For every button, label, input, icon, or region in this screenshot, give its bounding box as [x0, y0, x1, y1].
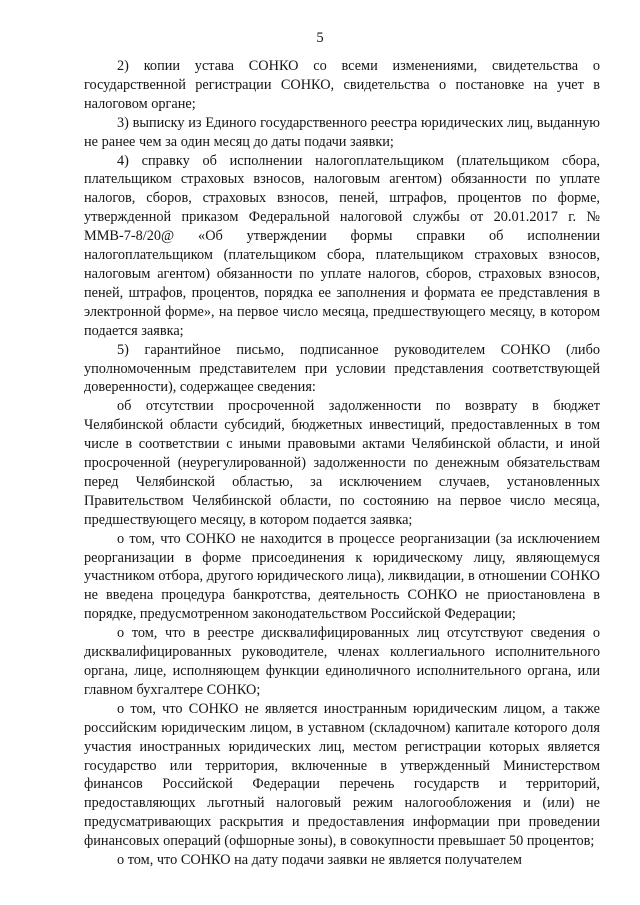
paragraph-not-foreign-entity: о том, что СОНКО не является иностранным юридическим лицом, а также российским юридическим лицом, в уставном (складочном) капитале которого доля участия иностранных юридических лиц, местом регистрации которых является государство или территория, включенные в утвержденный Министерством финансов Российской Федерации перечень государств и территорий, предоставляющих льготный налоговый режим налогообложения и (или) не предусматривающих раскрытия и предоставления информации при проведении финансовых операций (офшорные зоны), в совокупности превышает 50 процентов; — [84, 700, 600, 850]
document-body — [84, 57, 600, 870]
paragraph-no-reorganization: о том, что СОНКО не находится в процессе реорганизации (за исключением реорганизации в форме присоединения к юридическому лицу, являющемуся участником отбора, другого юридического лица), ликвидации, в отношении СОНКО не введена процедура банкротства, деятельность СОНКО не приостановлена в порядке, предусмотренном законодательством Российской Федерации; — [84, 530, 600, 623]
paragraph-no-overdue-debt: об отсутствии просроченной задолженности по возврату в бюджет Челябинской области субсидий, бюджетных инвестиций, предоставленных в том числе в соответствии с иными правовыми актами Челябинской области, и иной просроченной (неурегулированной) задолженности по денежным обязательствам перед Челябинской областью, за исключением случаев, установленных Правительством Челябинской области, по состоянию на первое число месяца, предшествующего месяцу, в котором подается заявка; — [84, 398, 600, 528]
paragraph-disqualified-persons: о том, что в реестре дисквалифицированных лиц отсутствуют сведения о дисквалифицированных руководителе, членах коллегиального исполнительного органа, лице, исполняющем функции единоличного исполнительного органа, или главном бухгалтере СОНКО; — [84, 625, 600, 698]
paragraph-guarantee-letter: 5) гарантийное письмо, подписанное руководителем СОНКО (либо уполномоченным представителем при условии представления соответствующей доверенности), содержащее сведения: — [84, 341, 600, 396]
paragraph-charter-copies: 2) копии устава СОНКО со всеми изменениями, свидетельства о государственной регистрации СОНКО, свидетельства о постановке на учет в налоговом органе; — [84, 58, 600, 112]
paragraph-not-recipient: о том, что СОНКО на дату подачи заявки не является получателем — [117, 852, 522, 869]
page-number: 5 — [316, 30, 324, 46]
paragraph-tax-certificate: 4) справку об исполнении налогоплательщиком (плательщиком сбора, плательщиком страховых взносов, налоговым агентом) обязанности по уплате налогов, сборов, страховых взносов, пеней, штрафов, процентов по форме, утвержденной приказом Федеральной налоговой службы от 20.01.2017 г. № ММВ-7-8/20@ «Об утверждении формы справки об исполнении налогоплательщиком (плательщиком сбора, плательщиком страховых взносов, налоговым агентом) обязанности по уплате налогов, сборов, страховых взносов, пеней, штрафов, процентов, порядка ее заполнения и формата ее представления в электронной форме», на первое число месяца, предшествующего месяцу, в котором подается заявка; — [84, 152, 600, 339]
paragraph-registry-extract: 3) выписку из Единого государственного реестра юридических лиц, выданную не ранее чем за один месяц до даты подачи заявки; — [84, 114, 600, 150]
